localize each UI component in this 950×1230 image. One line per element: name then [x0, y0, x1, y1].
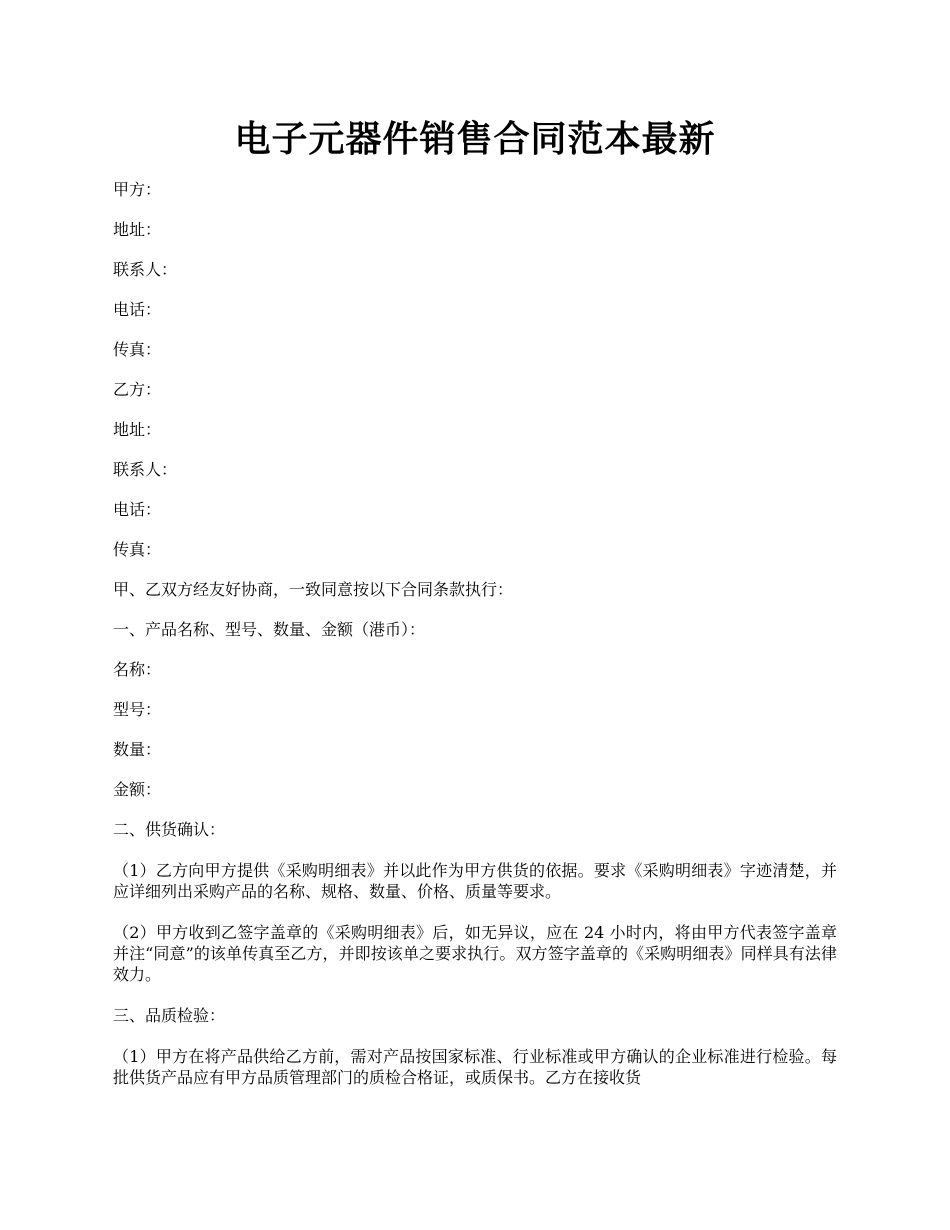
party-b-fax-label: 传真： [113, 540, 162, 559]
party-b-label: 乙方： [113, 380, 162, 399]
party-a-contact-label: 联系人： [113, 260, 178, 279]
contract-body [113, 180, 837, 1088]
section-1-heading: 一、产品名称、型号、数量、金额（港币）： [113, 620, 426, 639]
party-b-phone-label: 电话： [113, 500, 162, 519]
section-3-heading: 三、品质检验： [113, 1006, 226, 1025]
product-amount-label: 金额： [113, 780, 162, 799]
party-a-address-label: 地址： [113, 220, 162, 239]
document-title: 电子元器件销售合同范本最新 [234, 118, 716, 160]
section-2-heading: 二、供货确认： [113, 820, 226, 839]
product-model-label: 型号： [113, 700, 162, 719]
party-b-contact-label: 联系人： [113, 460, 178, 479]
product-name-label: 名称： [113, 660, 162, 679]
product-quantity-label: 数量： [113, 740, 162, 759]
party-a-fax-label: 传真： [113, 340, 162, 359]
section-2-paragraph-2: （2）甲方收到乙签字盖章的《采购明细表》后，如无异议，应在 24 小时内，将由甲方代表签字盖章并注“同意”的该单传真至乙方，并即按该单之要求执行。双方签字盖章的《采购明细表》同样具有法律效力。 [113, 923, 837, 984]
party-b-address-label: 地址： [113, 420, 162, 439]
agreement-intro: 甲、乙双方经友好协商，一致同意按以下合同条款执行： [113, 580, 514, 599]
section-3-paragraph-1: （1）甲方在将产品供给乙方前，需对产品按国家标准、行业标准或甲方确认的企业标准进行检验。每批供货产品应有甲方品质管理部门的质检合格证，或质保书。乙方在接收货 [113, 1047, 837, 1087]
party-a-label: 甲方： [113, 180, 162, 199]
section-2-paragraph-1: （1）乙方向甲方提供《采购明细表》并以此作为甲方供货的依据。要求《采购明细表》字迹清楚，并应详细列出采购产品的名称、规格、数量、价格、质量等要求。 [113, 861, 837, 901]
party-a-phone-label: 电话： [113, 300, 162, 319]
